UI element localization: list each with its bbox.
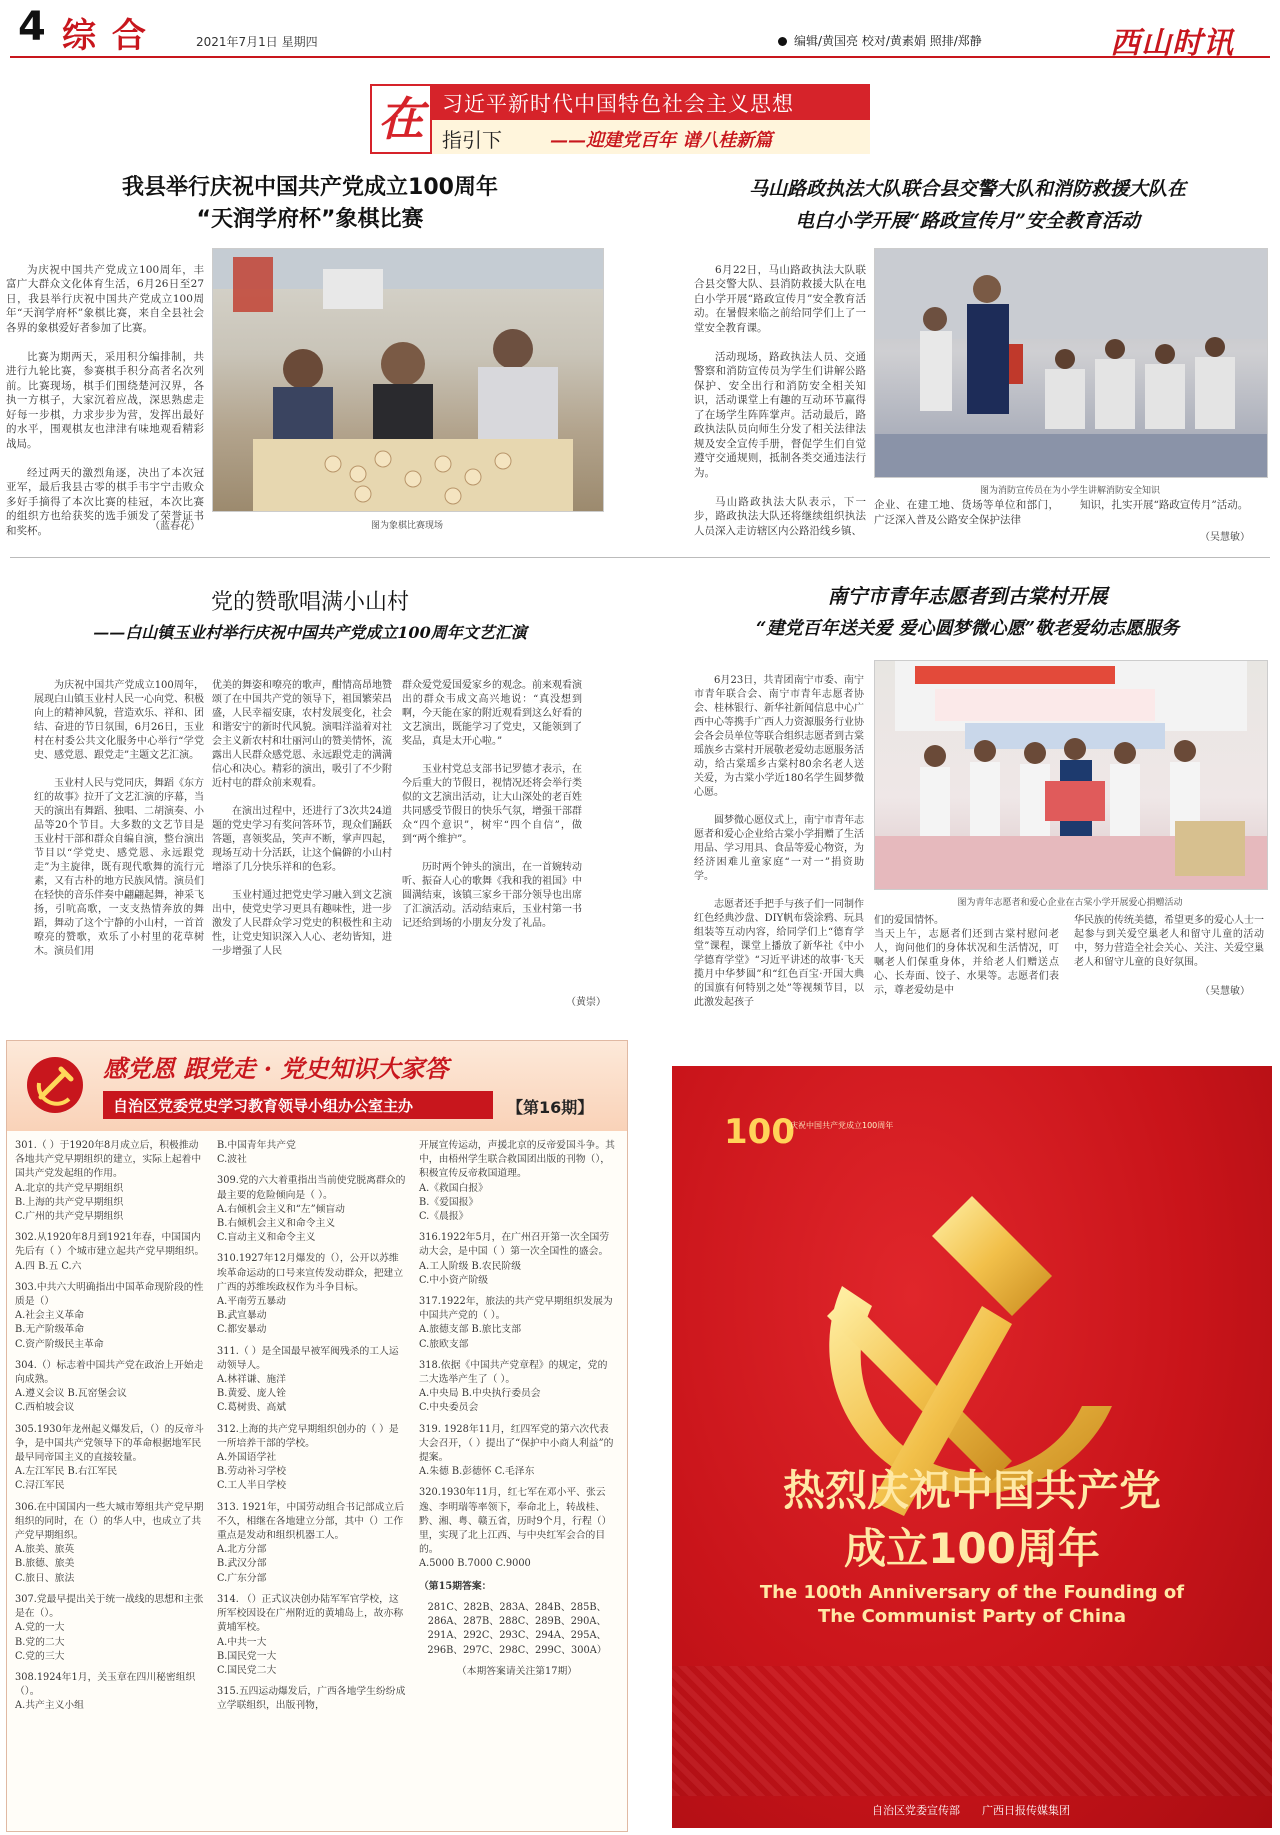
paragraph: 活动现场，路政执法人员、交通警察和消防宣传员为学生们讲解公路保护、安全出行和消防安全相关知识，活动课堂上有趣的互动环节赢得了在场学生阵阵掌声。活动最后，路政执法队员向师生分发了相关法律法规及安全宣传手册，督促学生们自觉遵守交通规则，抵制各类交通违法行为。 [694, 350, 866, 479]
chess-article [0, 160, 620, 550]
quiz-question: 310.1927年12月爆发的（），公开以苏维埃革命运动的口号来宣传发动群众，把建立广西的苏维埃政权作为斗争目标。 A.平南劳五暴动 B.武宣暴动 C.都安暴动 [217, 1253, 404, 1336]
paragraph: 比赛为期两天，采用积分编排制，共进行九轮比赛，参赛棋手积分高者名次列前。比赛现场，棋手们围绕楚河汉界，各执一方棋子，大家沉着应战，深思熟虑走好每一步棋，力求步步为营，发挥出最好的水平，围观棋友也津津有味地观看精彩战局。 [6, 350, 204, 450]
quiz-answers: 281C、282B、283A、284B、285B、286A、287B、288C、289B、290A、291A、292C、293C、294A、295A、296B、297C、298C、299C、300A） [427, 1601, 607, 1656]
article-column-2 [212, 665, 392, 973]
quiz-question: 308.1924年1月，关玉章在四川秘密组织（）。 A.共产主义小组 [15, 1671, 196, 1712]
quiz-question: 315.五四运动爆发后，广西各地学生纷纷成立学联组织，出版刊物， [217, 1686, 406, 1712]
anniversary-poster [672, 1066, 1272, 1828]
paragraph: 玉业村通过把党史学习融入到文艺演出中，使党史学习更具有趣味性，进一步激发了人民群众学习党史的积极性和主动性，让党史知识深入人心、老幼皆知，进一步增强了人民 [212, 890, 392, 957]
paragraph: 历时两个钟头的演出，在一首婉转动听、振奋人心的歌舞《我和我的祖国》中圆满结束，该镇三家乡干部分领导也出席了汇演活动。活动结束后，玉业村第一书记还给到场的小朋友分发了礼品。 [402, 862, 582, 929]
quiz-question: 305.1930年龙州起义爆发后，（）的反帝斗争，是中国共产党领导下的革命根据地军民最早同帝国主义的直接较量。 A.左江军民 B.右江军民 C.浔江军民 [15, 1423, 204, 1492]
quiz-question: 311.（ ）是全国最早被军阀残杀的工人运动领导人。 A.林祥谦、施洋 B.黄爱、庞人铨 C.葛树贵、高斌 [217, 1345, 399, 1414]
quiz-question: 302.从1920年8月到1921年春，中国国内先后有（ ）个城市建立起共产党早期组织。 A.四 B.五 C.六 [15, 1232, 205, 1272]
paragraph: 为庆祝中国共产党成立100周年，展现白山镇玉业村人民一心向党、积极向上的精神风貌，营造欢乐、祥和、团结、奋进的节日氛围，6月26日，玉业村在村委公共文化服务中心举行“学党史、感党恩、跟党走”主题文艺汇演。 [34, 680, 204, 761]
photo-caption: 图为消防宣传员在为小学生讲解消防安全知识 [979, 486, 1160, 496]
issue-date: 2021年7月1日 星期四 [196, 35, 318, 49]
quiz-question: 303.中共六大明确指出中国革命现阶段的性质是（） A.社会主义革命 B.无产阶级革命 C.资产阶级民主革命 [15, 1281, 204, 1350]
paragraph: 马山路政执法大队表示，下一步，路政执法大队还将继续组织执法人员深入走访辖区内公路沿线乡镇、 [694, 495, 866, 537]
article-body-tail: 华民族的传统美德，希望更多的爱心人士一起参与到关爱空巢老人和留守儿童的活动中，努力营造全社会关心、关注、关爱空巢老人和留守儿童的良好氛围。 [1074, 915, 1264, 968]
paragraph: 玉业村人民与党同庆，舞蹈《东方红的故事》拉开了文艺汇演的序幕，当天的演出有舞蹈、独唱、二胡演奏、小品等20个节目。大多数的文艺节目是玉业村干部和群众自编自演，整台演出节目以“学党史、感党恩、永远跟党走”为主旋律，既有现代歌舞的流行元素，又有古朴的地方民族风情。演员们在轻快的音乐伴奏中翩翩起舞，神采飞扬，引吭高歌，一支支热情奔放的舞蹈，舞动了这个宁静的小山村，一首首嘹亮的赞歌，欢乐了小村里的花草树木。演员们用 [34, 778, 204, 957]
village-concert-article [0, 585, 620, 1025]
editors-credit: 编辑/黄国亮 校对/黄素娟 照排/郑静 [794, 34, 982, 48]
poster-english-2: The Communist Party of China [818, 1606, 1126, 1627]
quiz-question: 306.在中国国内一些大城市筹组共产党早期组织的同时，在（）的华人中，也成立了共产党早期组织。 A.旅美、旅英 B.旅德、旅美 C.旅日、旅法 [15, 1501, 204, 1584]
photo-caption: 图为青年志愿者和爱心企业在古棠小学开展爱心捐赠活动 [957, 898, 1183, 908]
paragraph: 6月23日，共青团南宁市委、南宁市青年联合会、南宁市青年志愿者协会、桂林银行、新华社新闻信息中心广西中心等携手广西人力资源服务行业协会各会员单位等联合组织志愿者到古棠瑶族乡古棠村开展敬老爱幼志愿服务活动，给古棠瑶乡古棠村80余名老人送关爱，为古棠小学近180名学生圆梦微心愿。 [694, 675, 864, 798]
paragraph: 圆梦微心愿仪式上，南宁市青年志愿者和爱心企业给古棠小学捐赠了生活用品、学习用具、食品等爱心物资，为经济困难儿童家庭“一对一”捐资助学。 [694, 815, 864, 882]
hammer-sickle-icon [25, 1055, 85, 1115]
quiz-header [7, 1041, 627, 1131]
quiz-question: 312.上海的共产党早期组织创办的（ ）是一所培养干部的学校。 A.外国语学社 B.劳动补习学校 C.工人半日学校 [217, 1423, 399, 1492]
quiz-question: 开展宣传运动，声援北京的反帝爱国斗争。其中，由梧州学生联合救国团出版的刊物（），积极宣传反帝救国道理。 A.《救国白报》 B.《爱国报》 C.《晨报》 [419, 1140, 615, 1223]
article-body-tail: 企业、在建工地、货场等单位和部门，广泛深入普及公路安全保护法律 [874, 499, 1059, 526]
banner-line1: 习近平新时代中国特色社会主义思想 [442, 92, 794, 116]
quiz-question: 309.党的六大着重指出当前使党脱离群众的最主要的危险倾向是（ ）。 A.右倾机会主义和“左”倾盲动 B.右倾机会主义和命令主义 C.盲动主义和命令主义 [217, 1175, 406, 1244]
fire-safety-photo [874, 248, 1268, 478]
section-divider [10, 557, 1270, 558]
quiz-issue: 【第16期】 [507, 1098, 594, 1117]
paragraph: 经过两天的激烈角逐，决出了本次冠亚军，最后我县古零的棋手韦宇宁击败众多好手摘得了本次比赛的桂冠，本次比赛的组织方也给获奖的选手颁发了荣誉证书和奖杯。 [6, 466, 204, 537]
quiz-column-1 [15, 1139, 205, 1721]
poster-english-1: The 100th Anniversary of the Founding of [759, 1582, 1185, 1603]
article-body [694, 660, 864, 1024]
quiz-question: 319. 1928年11月，红四军党的第六次代表大会召开，（ ）提出了“保护中小商人利益”的提案。 A.朱德 B.彭德怀 C.毛泽东 [419, 1423, 614, 1478]
quiz-question: 304.（）标志着中国共产党在政治上开始走向成熟。 A.遵义会议 B.瓦窑堡会议 C.西柏坡会议 [15, 1359, 204, 1414]
article-column-3 [402, 665, 582, 945]
quiz-question: 317.1922年，旅法的共产党早期组织发展为中国共产党的（ ）。 A.旅德支部 B.旅比支部 C.旅欧支部 [419, 1296, 613, 1350]
chess-photo [212, 248, 604, 512]
quiz-column-3 [419, 1139, 615, 1686]
quiz-question: 318.依据《中国共产党章程》的规定，党的二大选举产生了（ ）。 A.中央局 B.中央执行委员会 C.中央委员会 [419, 1359, 608, 1414]
banner-big-char [370, 84, 432, 154]
volunteer-article [660, 580, 1275, 1020]
chess-scene-illustration [213, 249, 603, 511]
section-title: 综 合 [62, 16, 148, 56]
quiz-question: 307.党最早提出关于统一战线的思想和主张是在（）。 A.党的一大 B.党的二大 C.党的三大 [15, 1593, 204, 1662]
poster-footer-org1: 自治区党委宣传部 [872, 1804, 960, 1817]
paragraph: 6月22日，马山路政执法大队联合县交警大队、县消防救援大队在电白小学开展“路政宣传月”安全教育活动。在暑假来临之前给同学们上了一堂安全教育课。 [694, 263, 866, 334]
paragraph: 优美的舞姿和嘹亮的歌声，酣情高昂地赞颂了在中国共产党的领导下，祖国繁荣昌盛，人民幸福安康，农村发展变化，社会和谐安宁的新时代风貌。演唱洋溢着对社会主义新农村和壮丽河山的赞美情怀，流露出人民群众感党恩、永远跟党走的满满信心和决心。精彩的演出，吸引了不少附近村屯的群众前来观看。 [212, 680, 392, 789]
volunteer-photo [874, 660, 1268, 890]
volunteer-scene-illustration [875, 661, 1267, 889]
poster-footer-org2: 广西日报传媒集团 [982, 1804, 1070, 1817]
header-divider [10, 56, 1270, 58]
article-title: 党的赞歌唱满小山村 [210, 590, 409, 615]
masthead-logo: 西山时讯 [1110, 26, 1234, 61]
poster-pattern [672, 1666, 1272, 1796]
quiz-column-2 [217, 1139, 407, 1721]
paragraph: 玉业村党总支部书记罗德才表示，在今后重大的节假日，视情况还将会举行类似的文艺演出活动，让大山深处的老百姓共同感受节假日的快乐气氛，增强干部群众“四个意识”，树牢“四个自信”，做到“两个维护”。 [402, 764, 582, 845]
theme-banner [370, 84, 870, 154]
paragraph: 群众爱党爱国爱家乡的观念。前来观看演出的群众韦成文高兴地说：“真没想到啊，今天能在家的附近观看到这么好看的文艺演出，既能学习了党史，又能领到了奖品，真是太开心啦。” [402, 680, 582, 747]
byline: （黄崇） [566, 997, 606, 1008]
article-subtitle: 电白小学开展“路政宣传月”安全教育活动 [795, 210, 1140, 232]
poster-headline-2: 成立100周年 [844, 1524, 1100, 1573]
article-body-tail: 知识，扎实开展“路政宣传月”活动。 [1080, 499, 1249, 511]
article-title: 我县举行庆祝中国共产党成立100周年 [122, 175, 498, 200]
article-subtitle: “天润学府杯”象棋比赛 [196, 207, 424, 232]
article-body [6, 248, 204, 553]
poster-headline-1: 热烈庆祝中国共产党 [782, 1466, 1161, 1515]
quiz-answers-note: （本期答案请关注第17期） [456, 1665, 578, 1677]
banner-line2-prefix: 指引下 [442, 128, 502, 152]
bullet-icon [778, 37, 787, 46]
article-subtitle: “建党百年送关爱 爱心圆梦微心愿”敬老爱幼志愿服务 [756, 618, 1179, 639]
logo-text: 庆祝中国共产党成立100周年 [790, 1121, 894, 1130]
paragraph: 志愿者还手把手与孩子们一同制作红色经典沙盘、DIY帆布袋涂鸦、玩具组装等互动内容，给同学们上“德育学堂”课程，课堂上播放了新华社《中小学德育学堂》“习近平讲述的故事·飞天揽月中华梦圆”和“红色百宝·开国大典的国旗有何特别之处”等视频节目，以此激发起孩子 [694, 899, 864, 1008]
classroom-scene-illustration [875, 249, 1267, 477]
article-title: 马山路政执法大队联合县交警大队和消防救援大队在 [748, 178, 1186, 200]
paragraph: 在演出过程中，还进行了3次共24道题的党史学习有奖问答环节，现众们踊跃答题，喜领奖品，笑声不断，掌声四起，现场互动十分活跃，让这个偏僻的小山村增添了几分快乐祥和的色彩。 [212, 806, 392, 873]
quiz-question: 313. 1921年，中国劳动组合书记部成立后不久，相继在各地建立分部，其中（）工作重点是发动和组织机器工人。 A.北方分部 B.武汉分部 C.广东分部 [217, 1501, 405, 1584]
banner-slogan: ——迎建党百年 谱八桂新篇 [550, 130, 773, 151]
quiz-question: 301.（ ）于1920年8月成立后，积极推动各地共产党早期组织的建立，实际上起着中国共产党发起组的作用。 A.北京的共产党早期组织 B.上海的共产党早期组织 C.广州的共产党早期组织 [15, 1140, 202, 1223]
road-safety-article [660, 160, 1275, 550]
quiz-question: 320.1930年11月，红七军在邓小平、张云逸、李明瑞等率领下，奉命北上，转战桂、黔、湘、粤、赣五省，历时9个月，行程（）里，实现了北上江西、与中央红军会合的目的。 A.5000 B.7000 C.9000 [419, 1487, 612, 1570]
page-header [0, 0, 1280, 60]
photo-caption: 图为象棋比赛现场 [370, 521, 443, 531]
quiz-title: 感党恩 跟党走 · 党史知识大家答 [103, 1054, 449, 1083]
article-body [694, 248, 866, 553]
article-body-tail: 们的爱国情怀。 当天上午，志愿者们还到古棠村慰问老人，询问他们的身体状况和生活情况，叮嘱老人们保重身体，并给老人们赠送点心、长寿面、饺子、水果等。志愿者们表示，尊老爱幼是中 [874, 915, 1059, 996]
article-title: 南宁市青年志愿者到古棠村开展 [827, 584, 1108, 608]
article-subtitle: ——白山镇玉业村举行庆祝中国共产党成立100周年文艺汇演 [93, 623, 527, 642]
byline: （吴慧敏） [1200, 532, 1250, 543]
paragraph: 为庆祝中国共产党成立100周年，丰富广大群众文化体育生活，6月26日至27日，我县举行庆祝中国共产党成立100周年“天润学府杯”象棋比赛，来自全县社会各界的象棋爱好者参加了比赛。 [6, 263, 204, 334]
quiz-question: B.中国青年共产党 C.波社 [217, 1140, 296, 1166]
quiz-answers-title: （第15期答案： [419, 1580, 492, 1592]
page-number: 4 [18, 4, 46, 50]
article-column-1 [34, 665, 204, 973]
quiz-subtitle: 自治区党委党史学习教育领导小组办公室主办 [113, 1097, 414, 1115]
byline: （吴慧敏） [1200, 986, 1250, 997]
logo-number: 100 [724, 1112, 795, 1152]
banner-big-char-text: 在 [378, 92, 424, 146]
quiz-section [6, 1040, 628, 1832]
quiz-question: 314. （）正式议决创办陆军军官学校，这所军校因设在广州附近的黄埔岛上，故亦称黄埔军校。 A.中共一大 B.国民党一大 C.国民党二大 [217, 1593, 404, 1676]
byline: （蓝春花） [150, 521, 200, 532]
quiz-question: 316.1922年5月，在广州召开第一次全国劳动大会，是中国（ ）第一次全国性的盛会。 A.工人阶级 B.农民阶级 C.中小资产阶级 [419, 1232, 610, 1286]
